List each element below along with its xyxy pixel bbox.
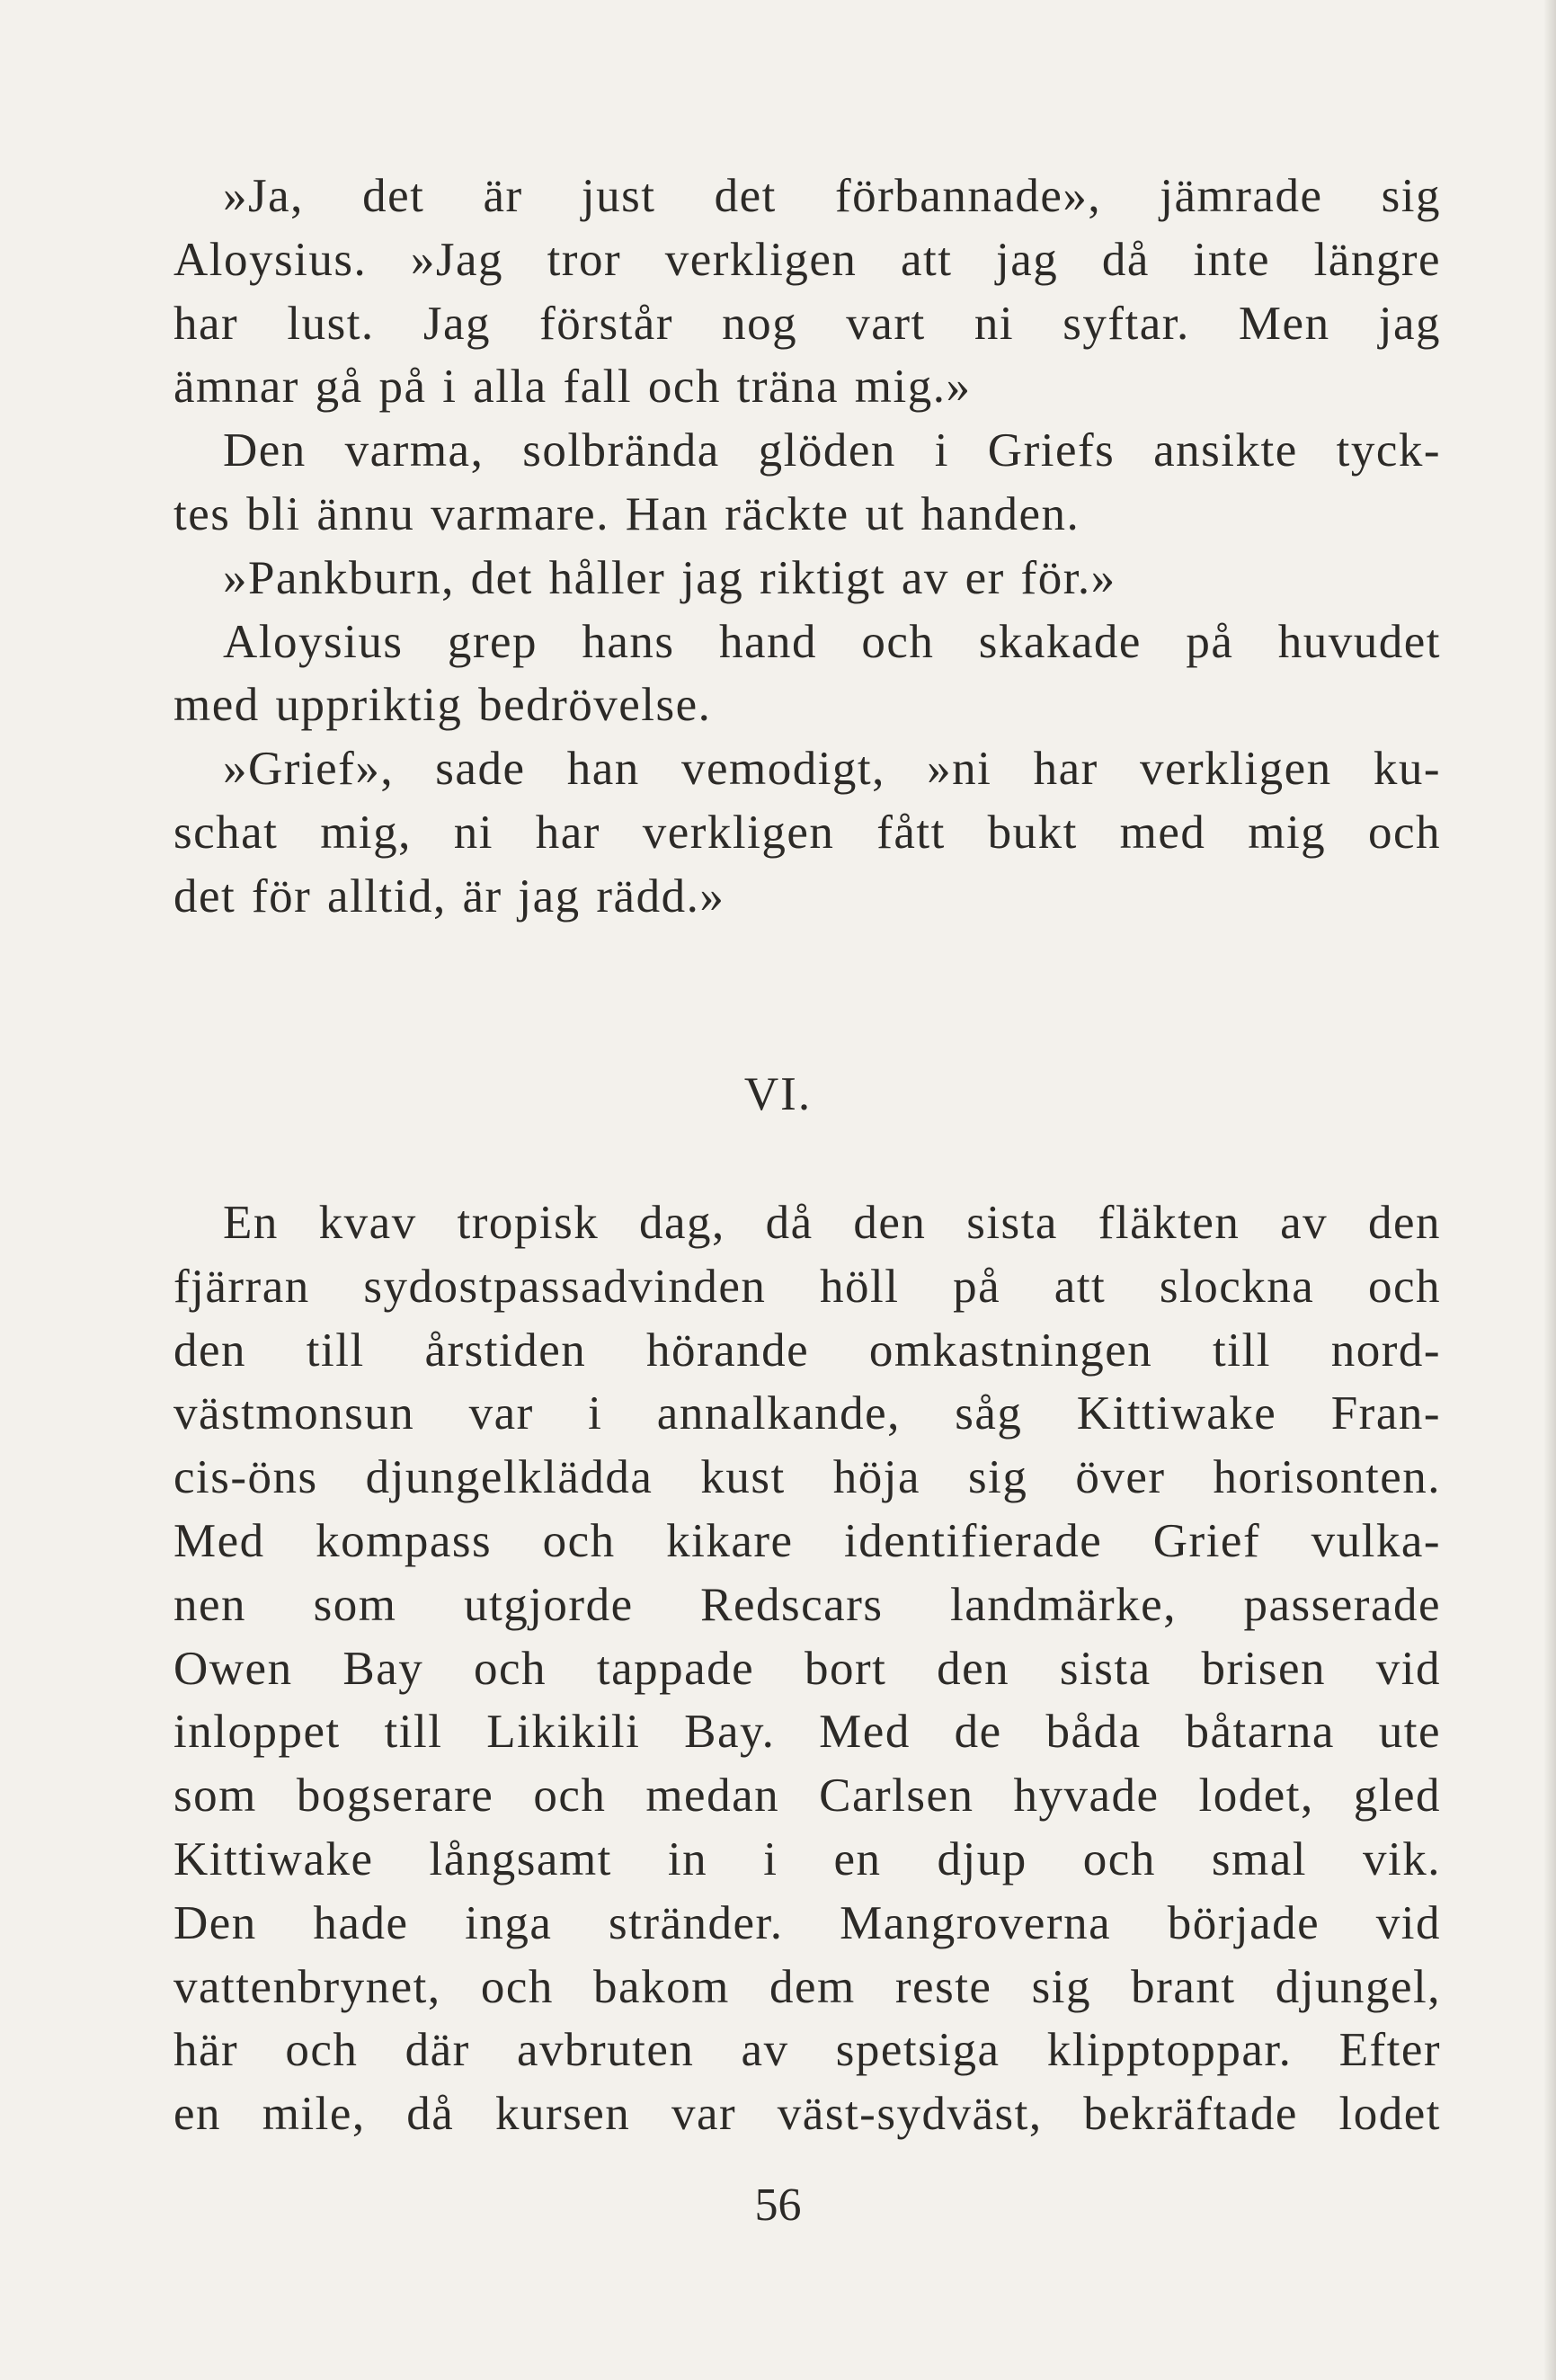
text-line: inloppet till Likikili Bay. Med de båda båtarna ute xyxy=(173,1706,1441,1759)
text-line: tes bli ännu varmare. Han räckte ut handen. xyxy=(173,487,1080,540)
text-line: schat mig, ni har verkligen fått bukt med mig och xyxy=(173,806,1441,859)
text-line: Owen Bay och tappade bort den sista brisen vid xyxy=(173,1642,1441,1695)
page-number: 56 xyxy=(754,2179,802,2231)
text-line: det för alltid, är jag rädd.» xyxy=(173,869,725,923)
text-line: En kvav tropisk dag, då den sista fläkten av den xyxy=(223,1197,1441,1249)
text-line: »Grief», sade han vemodigt, »ni har verkligen ku- xyxy=(223,743,1441,796)
text-line: Den hade inga stränder. Mangroverna började vid xyxy=(173,1896,1441,1949)
text-line: Aloysius. »Jag tror verkligen att jag då inte längre xyxy=(173,233,1441,286)
text-line: Kittiwake långsamt in i en djup och smal vik. xyxy=(173,1832,1441,1885)
page-edge-shadow xyxy=(1543,0,1556,2380)
text-line: ämnar gå på i alla fall och träna mig.» xyxy=(173,361,972,414)
chapter-heading: VI. xyxy=(743,1068,813,1120)
text-line: Den varma, solbrända glöden i Griefs ansikte tyck- xyxy=(223,424,1441,477)
text-line: som bogserare och medan Carlsen hyvade lodet, gled xyxy=(173,1769,1441,1823)
text-line: cis-öns djungelklädda kust höja sig över horisonten. xyxy=(173,1451,1441,1504)
text-line: Aloysius grep hans hand och skakade på huvudet xyxy=(223,615,1441,668)
text-line: fjärran sydostpassadvinden höll på att slockna och xyxy=(173,1260,1441,1313)
text-line: nen som utgjorde Redscars landmärke, passerade xyxy=(173,1578,1441,1631)
text-block-chapter-opening xyxy=(173,1191,1441,2146)
text-block-dialogue xyxy=(173,165,1441,929)
text-line: en mile, då kursen var väst-sydväst, bekräftade lodet xyxy=(173,2088,1441,2141)
text-line: »Pankburn, det håller jag riktigt av er för.» xyxy=(223,551,1116,604)
text-line: har lust. Jag förstår nog vart ni syftar. Men jag xyxy=(173,297,1441,350)
text-line: här och där avbruten av spetsiga klipptoppar. Efter xyxy=(173,2024,1441,2077)
text-line: med uppriktig bedrövelse. xyxy=(173,679,712,732)
text-line: västmonsun var i annalkande, såg Kittiwake Fran- xyxy=(173,1387,1441,1440)
text-line: »Ja, det är just det förbannade», jämrade sig xyxy=(223,170,1441,222)
text-line: vattenbrynet, och bakom dem reste sig brant djungel, xyxy=(173,1960,1441,2013)
text-line: den till årstiden hörande omkastningen till nord- xyxy=(173,1324,1441,1377)
text-line: Med kompass och kikare identifierade Grief vulka- xyxy=(173,1514,1441,1567)
